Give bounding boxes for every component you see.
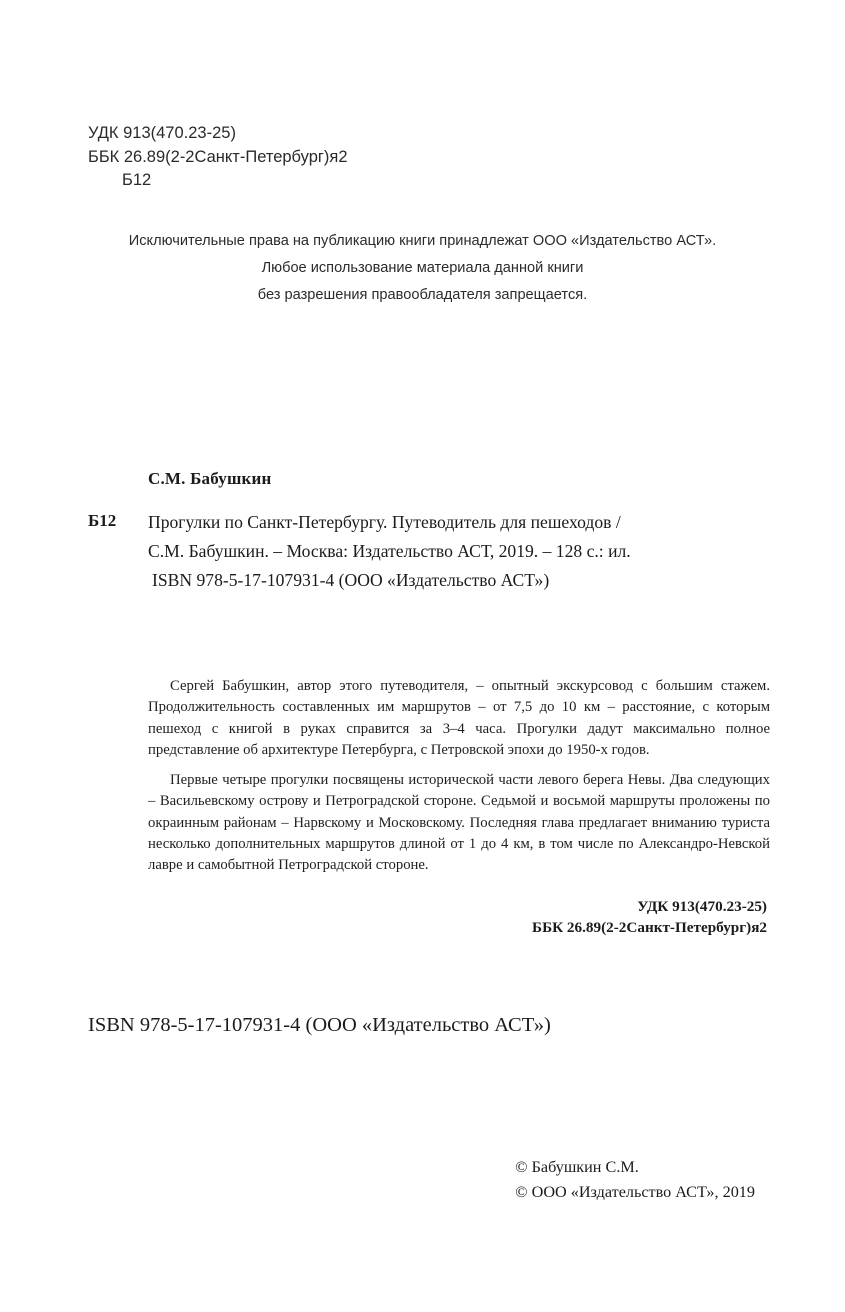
rights-notice-line-1: Исключительные права на публикацию книги принадлежат ООО «Издательство АСТ». (128, 233, 717, 249)
rights-notice-line-3: без разрешения правообладателя запрещается. (257, 287, 588, 303)
bibliographic-description-line-1: Прогулки по Санкт-Петербургу. Путеводитель для пешеходов / (148, 512, 621, 532)
isbn-bibliographic: ISBN 978-5-17-107931-4 (ООО «Издательство АСТ») (152, 570, 550, 590)
bibliographic-description-line-2: С.М. Бабушкин. – Москва: Издательство АСТ, 2019. – 128 с.: ил. (148, 541, 631, 561)
author-code-side: Б12 (88, 511, 117, 530)
rights-notice-line-2: Любое использование материала данной книги (261, 260, 584, 276)
copyright-line-author: © Бабушкин С.М. (515, 1158, 639, 1176)
copyright-block (515, 1155, 755, 1204)
udk-code-top: УДК 913(470.23-25) (88, 124, 236, 142)
annotation-paragraph-2: Первые четыре прогулки посвящены исторической части левого берега Невы. Два следующих – Васильевскому острову и Петроградской стороне. Седьмой и восьмой маршруты проложены по окраинным районам – Нарвскому и Московскому. Последняя глава предлагает вниманию туриста несколько дополнительных маршрутов длиной от 1 до 4 км, в том числе по Александро-Невской лавре и самобытной Петроградской стороне. (148, 772, 770, 874)
author-code-top: Б12 (122, 171, 152, 189)
annotation-block (148, 676, 770, 877)
bbk-code-top: ББК 26.89(2-2Санкт-Петербург)я2 (88, 147, 348, 166)
classification-repeat-block (532, 896, 767, 938)
bibliographic-description (148, 508, 788, 566)
author-heading: С.М. Бабушкин (148, 469, 272, 488)
bbk-code-repeat: ББК 26.89(2-2Санкт-Петербург)я2 (532, 919, 767, 936)
bibliographic-block (148, 468, 768, 490)
isbn-main: ISBN 978-5-17-107931-4 (ООО «Издательство АСТ») (88, 1014, 551, 1036)
annotation-paragraph-1: Сергей Бабушкин, автор этого путеводителя, – опытный экскурсовод с большим стажем. Продолжительность составленных им маршрутов – от 7,5 до 10 км – расстояние, с которым пешеход с книгой в руках справится за 3–4 часа. Прогулки дадут максимально полное представление об архитектуре Петербурга, с Петровской эпохи до 1950-х годов. (148, 678, 770, 758)
rights-notice (0, 228, 845, 309)
udk-code-repeat: УДК 913(470.23-25) (637, 898, 767, 915)
copyright-line-publisher: © ООО «Издательство АСТ», 2019 (515, 1182, 755, 1201)
classification-top-block (88, 122, 348, 193)
